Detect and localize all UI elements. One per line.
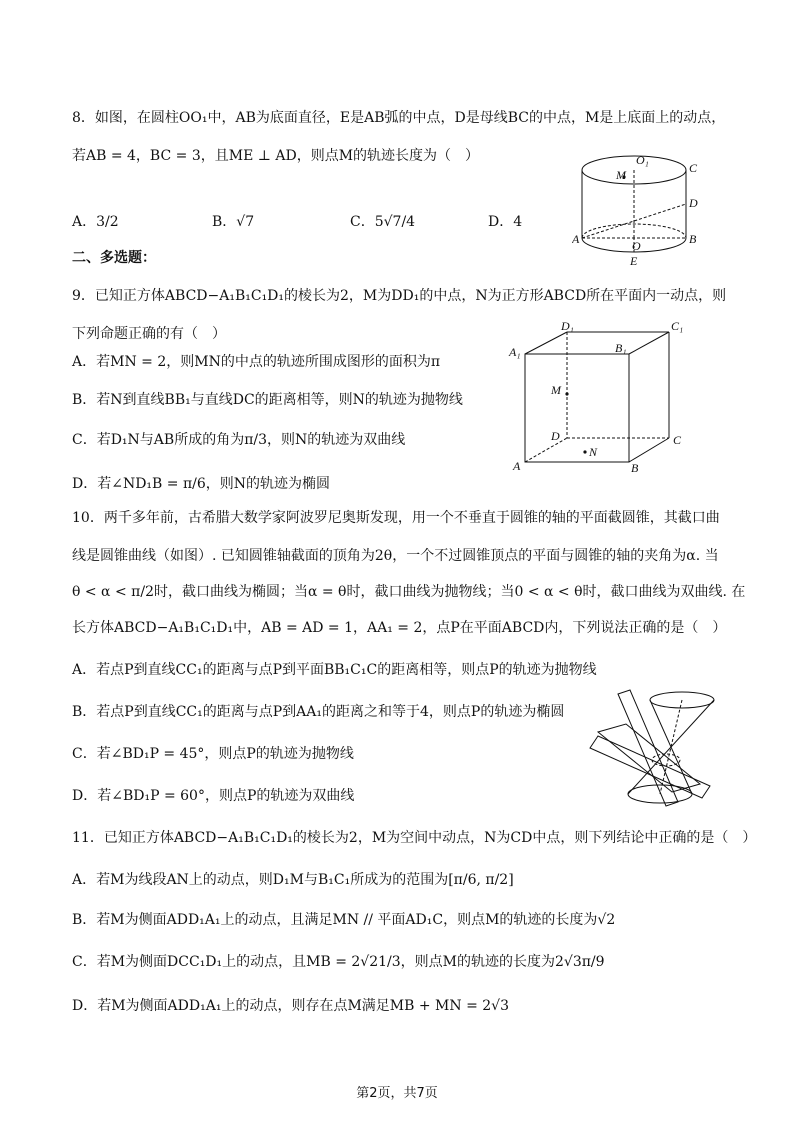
q9-option-d: D．若∠ND₁B = π/6，则N的轨迹为椭圆 <box>72 476 331 492</box>
label-c: C <box>673 433 682 447</box>
q9-option-a: A．若MN = 2，则MN的中点的轨迹所围成图形的面积为π <box>72 354 441 370</box>
label-m: M <box>551 383 561 397</box>
label-d1: D₁ <box>561 320 574 333</box>
label-e: E <box>630 254 638 268</box>
q10-line4: 长方体ABCD−A₁B₁C₁D₁中，AB = AD = 1，AA₁ = 2，点P在平面ABCD内，下列说法正确的是（ ） <box>72 620 727 636</box>
label-b: B <box>689 232 697 246</box>
q8-line1: 8．如图，在圆柱OO₁中，AB为底面直径，E是AB弧的中点，D是母线BC的中点，M是上底面上的动点， <box>72 110 726 126</box>
q8-line2: 若AB = 4，BC = 3，且ME ⊥ AD，则点M的轨迹长度为（ ） <box>72 148 480 164</box>
label-a1: A₁ <box>509 345 521 359</box>
q10-line2: 线是圆锥曲线（如图）. 已知圆锥轴截面的顶角为2θ，一个不过圆锥顶点的平面与圆锥的轴的夹角为α. 当 <box>72 548 719 564</box>
cube-figure <box>505 320 705 480</box>
q10-option-a: A．若点P到直线CC₁的距离与点P到平面BB₁C₁C的距离相等，则点P的轨迹为抛物线 <box>72 662 597 678</box>
page-footer: 第2页，共7页 <box>356 1086 438 1101</box>
q9-line2: 下列命题正确的有（ ） <box>72 326 226 342</box>
label-c: C <box>689 161 698 175</box>
q8-option-c: C．5√7/4 <box>350 214 416 230</box>
q10-option-c: C．若∠BD₁P = 45°，则点P的轨迹为抛物线 <box>72 746 354 762</box>
q9-option-c: C．若D₁N与AB所成的角为π/3，则N的轨迹为双曲线 <box>72 432 406 448</box>
label-b: B <box>631 461 639 475</box>
q9-option-b: B．若N到直线BB₁与直线DC的距离相等，则N的轨迹为抛物线 <box>72 392 463 408</box>
q10-line1: 10．两千多年前，古希腊大数学家阿波罗尼奥斯发现，用一个不垂直于圆锥的轴的平面截圆锥，其截口曲 <box>72 510 720 526</box>
label-o1: O₁ <box>636 153 649 167</box>
cylinder-figure <box>572 150 702 268</box>
q10-option-d: D．若∠BD₁P = 60°，则点P的轨迹为双曲线 <box>72 788 355 804</box>
section-heading: 二、多选题： <box>72 250 156 266</box>
q11-option-b: B．若M为侧面ADD₁A₁上的动点，且满足MN // 平面AD₁C，则点M的轨迹的长度为√2 <box>72 912 616 928</box>
q11-option-c: C．若M为侧面DCC₁D₁上的动点，且MB = 2√21/3，则点M的轨迹的长度为2√3π/9 <box>72 954 605 970</box>
label-a: A <box>572 232 580 246</box>
label-a: A <box>513 459 521 473</box>
q8-option-a: A．3/2 <box>72 214 119 230</box>
label-d: D <box>689 196 698 210</box>
q8-option-b: B．√7 <box>212 214 255 230</box>
label-b1: B₁ <box>615 341 627 355</box>
q10-line3: θ < α < π/2时，截口曲线为椭圆；当α = θ时，截口曲线为抛物线；当0 < α < θ时，截口曲线为双曲线. 在 <box>72 584 746 600</box>
label-c1: C₁ <box>671 320 684 333</box>
label-m: M <box>616 168 626 182</box>
label-o: O <box>632 239 641 253</box>
q11-line1: 11．已知正方体ABCD−A₁B₁C₁D₁的棱长为2，M为空间中动点，N为CD中点，则下列结论中正确的是（ ） <box>72 830 757 846</box>
cone-figure <box>588 684 722 816</box>
label-d: D <box>551 429 560 443</box>
q11-option-a: A．若M为线段AN上的动点，则D₁M与B₁C₁所成为的范围为[π/6, π/2] <box>72 872 514 888</box>
q10-option-b: B．若点P到直线CC₁的距离与点P到AA₁的距离之和等于4，则点P的轨迹为椭圆 <box>72 704 565 720</box>
label-n: N <box>589 445 598 459</box>
q8-option-d: D．4 <box>488 214 523 230</box>
q11-option-d: D．若M为侧面ADD₁A₁上的动点，则存在点M满足MB + MN = 2√3 <box>72 998 509 1014</box>
q9-line1: 9．已知正方体ABCD−A₁B₁C₁D₁的棱长为2，M为DD₁的中点，N为正方形ABCD所在平面内一动点，则 <box>72 288 727 304</box>
